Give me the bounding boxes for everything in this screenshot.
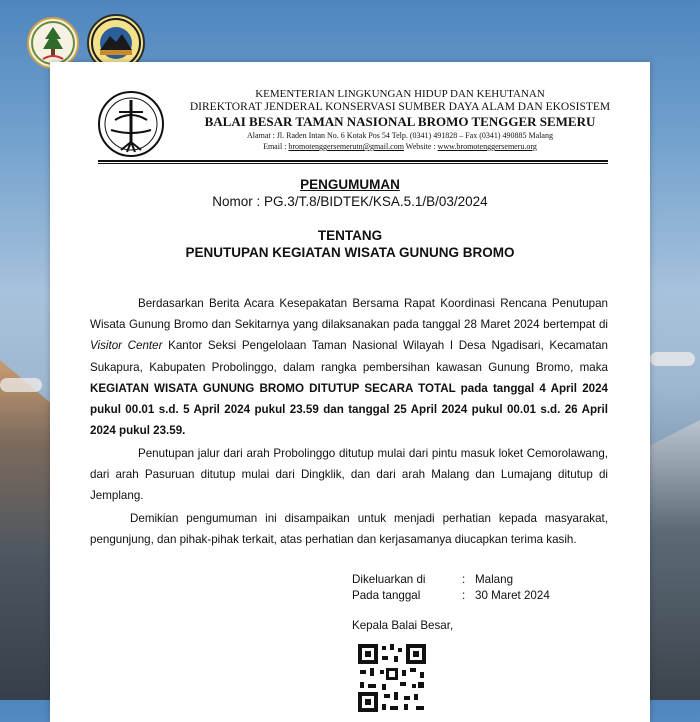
letterhead-text: [180, 88, 620, 152]
office-name: BALAI BESAR TAMAN NASIONAL BROMO TENGGER SEMERU: [204, 114, 596, 129]
paragraph-1-text-a: Berdasarkan Berita Acara Kesepakatan Bersama Rapat Koordinasi Rencana Penutupan Wisata Gunung Bromo dan Sekitarnya yang dilaksanakan pada tanggal 28 Maret 2024 bertempat di: [90, 297, 608, 332]
email-link[interactable]: bromotenggersemerutn@gmail.com: [288, 142, 404, 151]
paragraph-2: [90, 443, 608, 507]
background-cloud: [0, 378, 42, 392]
announcement-subject: PENUTUPAN KEGIATAN WISATA GUNUNG BROMO: [185, 245, 515, 260]
website-label: Website :: [403, 142, 438, 151]
issued-place-colon: :: [462, 573, 466, 586]
qr-code-signature[interactable]: [356, 642, 428, 714]
paragraph-1-text-b: Kantor Seksi Pengelolaan Taman Nasional Wilayah I Desa Ngadisari, Kecamatan Sukapura, Kabupaten Probolinggo, dalam rangka pembersihan kawasan Gunung Bromo, maka: [90, 339, 608, 374]
issued-date-value: 30 Maret 2024: [475, 589, 550, 602]
background-cloud: [650, 352, 695, 366]
paragraph-1: [90, 293, 608, 441]
paragraph-2-text: Penutupan jalur dari arah Probolinggo ditutup mulai dari pintu masuk loket Cemorolawang, dari arah Pasuruan ditutup mulai dari Dingklik, dan dari arah Malang dan Lumajang ditutup di Jemplang.: [90, 447, 608, 503]
announcement-tentang: TENTANG: [317, 228, 383, 243]
email-label: Email :: [263, 142, 289, 151]
letterhead: [50, 62, 650, 162]
paragraph-1-italic: Visitor Center: [90, 339, 163, 353]
contact-line: [180, 141, 620, 152]
paragraph-1-bold: KEGIATAN WISATA GUNUNG BROMO DITUTUP SECARA TOTAL pada tanggal 4 April 2024 pukul 00.01 s.d. 5 April 2024 pukul 23.59 dan tanggal 25 April 2024 pukul 00.01 s.d. 26 April 2024 pukul 23.59.: [90, 381, 608, 438]
issued-place-label: Dikeluarkan di: [352, 573, 426, 586]
office-address: Alamat : Jl. Raden Intan No. 6 Kotak Pos 54 Telp. (0341) 491828 – Fax (0341) 490885 Malang: [247, 131, 553, 140]
agency-emblem: [97, 90, 165, 158]
directorate-name: DIREKTORAT JENDERAL KONSERVASI SUMBER DAYA ALAM DAN EKOSISTEM: [189, 101, 611, 113]
letterhead-divider-thin: [98, 163, 608, 164]
signatory-title: Kepala Balai Besar,: [352, 619, 454, 632]
ministry-name: KEMENTERIAN LINGKUNGAN HIDUP DAN KEHUTANAN: [255, 88, 545, 100]
issued-date-colon: :: [462, 589, 466, 602]
issued-date-label: Pada tanggal: [352, 589, 421, 602]
announcement-document: [50, 62, 650, 722]
background-mountain-right: [645, 420, 700, 700]
announcement-number: Nomor : PG.3/T.8/BIDTEK/KSA.5.1/B/03/2024: [212, 194, 488, 209]
letterhead-divider: [98, 160, 608, 162]
announcement-heading: PENGUMUMAN: [300, 177, 400, 192]
issued-place-value: Malang: [475, 573, 514, 586]
website-link[interactable]: www.bromotenggersemeru.org: [437, 142, 537, 151]
paragraph-3: [90, 508, 608, 550]
paragraph-3-text: Demikian pengumuman ini disampaikan untuk menjadi perhatian kepada masyarakat, pengunjung, dan pihak-pihak terkait, atas perhatian dan kerjasamanya diucapkan terima kasih.: [90, 512, 608, 547]
